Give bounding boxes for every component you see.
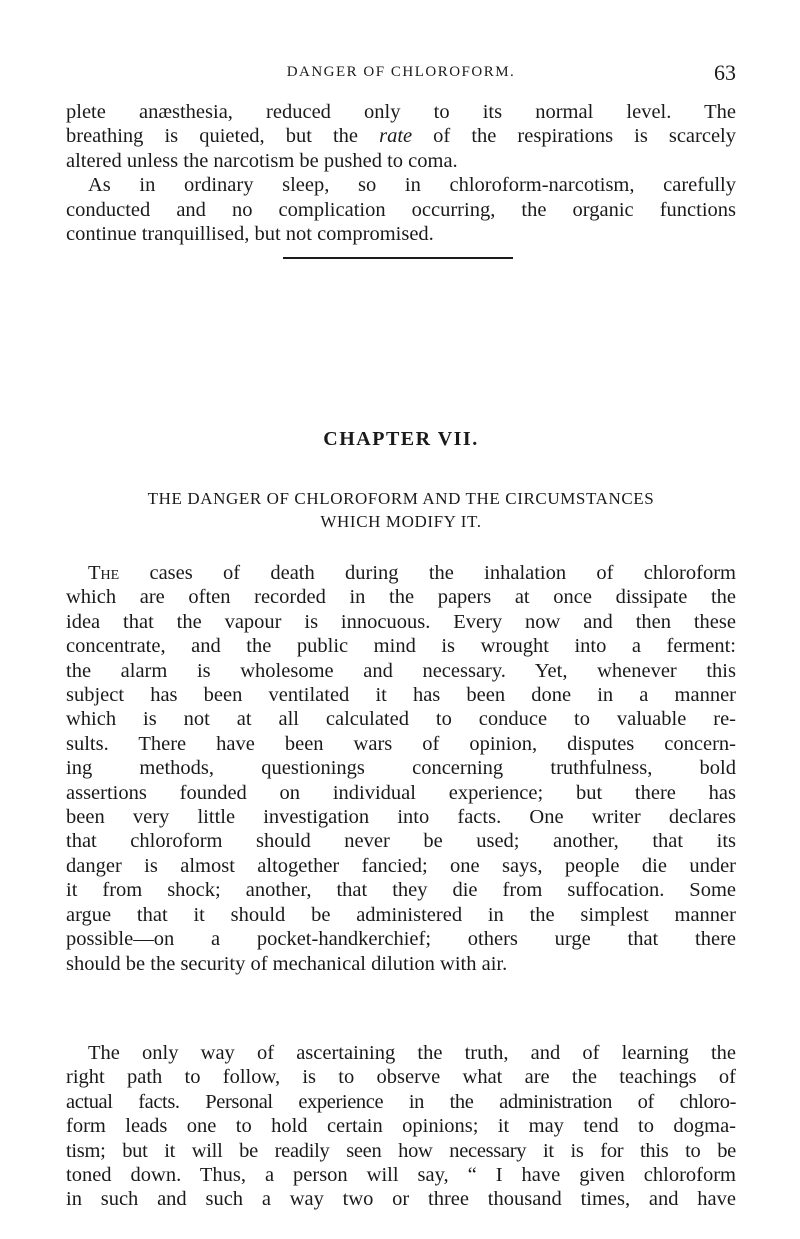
text-line: been very little investigation into facts. One writer declares — [66, 806, 736, 829]
text-line: it from shock; another, that they die from suffocation. Some — [66, 879, 736, 902]
text-line: possible—on a pocket-handkerchief; others urge that there — [66, 928, 736, 951]
text-line: should be the security of mechanical dilution with air. — [66, 952, 508, 975]
section-rule — [283, 257, 513, 259]
text-line: argue that it should be administered in the simplest manner — [66, 903, 736, 926]
chapter-heading: CHAPTER VII. — [323, 428, 479, 450]
text-line: form leads one to hold certain opinions; it may tend to dogma- — [66, 1115, 736, 1138]
text-line: tism; but it will be readily seen how necessary it is for this to be — [66, 1139, 736, 1162]
text-line — [66, 561, 736, 585]
text-line: conducted and no complication occurring, the organic functions — [66, 198, 736, 221]
text-line: sults. There have been wars of opinion, disputes concern- — [66, 732, 736, 755]
paragraph-2 — [66, 1041, 736, 1212]
paragraph-1 — [66, 561, 736, 976]
text-line: concentrate, and the public mind is wrought into a ferment: — [66, 635, 736, 658]
text-line: As in ordinary sleep, so in chloroform-narcotism, carefully — [88, 174, 736, 197]
chapter-title-line: THE DANGER OF CHLOROFORM AND THE CIRCUMSTANCES — [147, 489, 655, 508]
text-fragment: of the respirations is scarcely — [412, 125, 736, 148]
text-line: idea that the vapour is innocuous. Every now and then these — [66, 610, 736, 633]
continued-paragraph — [66, 100, 736, 246]
italic-word-rate: rate — [379, 125, 413, 148]
text-line: subject has been ventilated it has been done in a manner — [66, 684, 736, 707]
text-line: The only way of ascertaining the truth, and of learning the — [88, 1042, 736, 1064]
text-line: which is not at all calculated to conduce to valuable re- — [66, 708, 736, 731]
text-line: actual facts. Personal experience in the administration of chloro- — [66, 1090, 736, 1113]
text-line: assertions founded on individual experience; but there has — [66, 781, 736, 804]
chapter-title-line: WHICH MODIFY IT. — [320, 512, 482, 531]
text-line — [66, 124, 736, 148]
text-line: that chloroform should never be used; another, that its — [66, 830, 736, 853]
text-line: danger is almost altogether fancied; one says, people die under — [66, 854, 736, 877]
text-line: which are often recorded in the papers at once dissipate the — [66, 586, 736, 609]
text-line: the alarm is wholesome and necessary. Yet, whenever this — [66, 659, 736, 682]
text-line: ing methods, questionings concerning truthfulness, bold — [66, 757, 736, 780]
chapter-title — [66, 487, 736, 533]
text-fragment: breathing is quieted, but the — [66, 125, 380, 148]
text-fragment: cases of death during the inhalation of chloroform — [119, 562, 736, 584]
running-title: DANGER OF CHLOROFORM. — [286, 64, 516, 80]
text-line: altered unless the narcotism be pushed to coma. — [66, 149, 458, 172]
running-head — [66, 62, 736, 88]
text-line: continue tranquillised, but not compromised. — [66, 223, 434, 246]
text-line: toned down. Thus, a person will say, “ I have given chloroform — [66, 1164, 736, 1187]
text-line: in such and such a way two or three thousand times, and have — [66, 1188, 736, 1211]
opening-word: The — [88, 562, 120, 584]
text-line: plete anæsthesia, reduced only to its normal level. The — [66, 101, 736, 123]
text-line: right path to follow, is to observe what are the teachings of — [66, 1066, 736, 1089]
page-number: 63 — [714, 60, 736, 85]
